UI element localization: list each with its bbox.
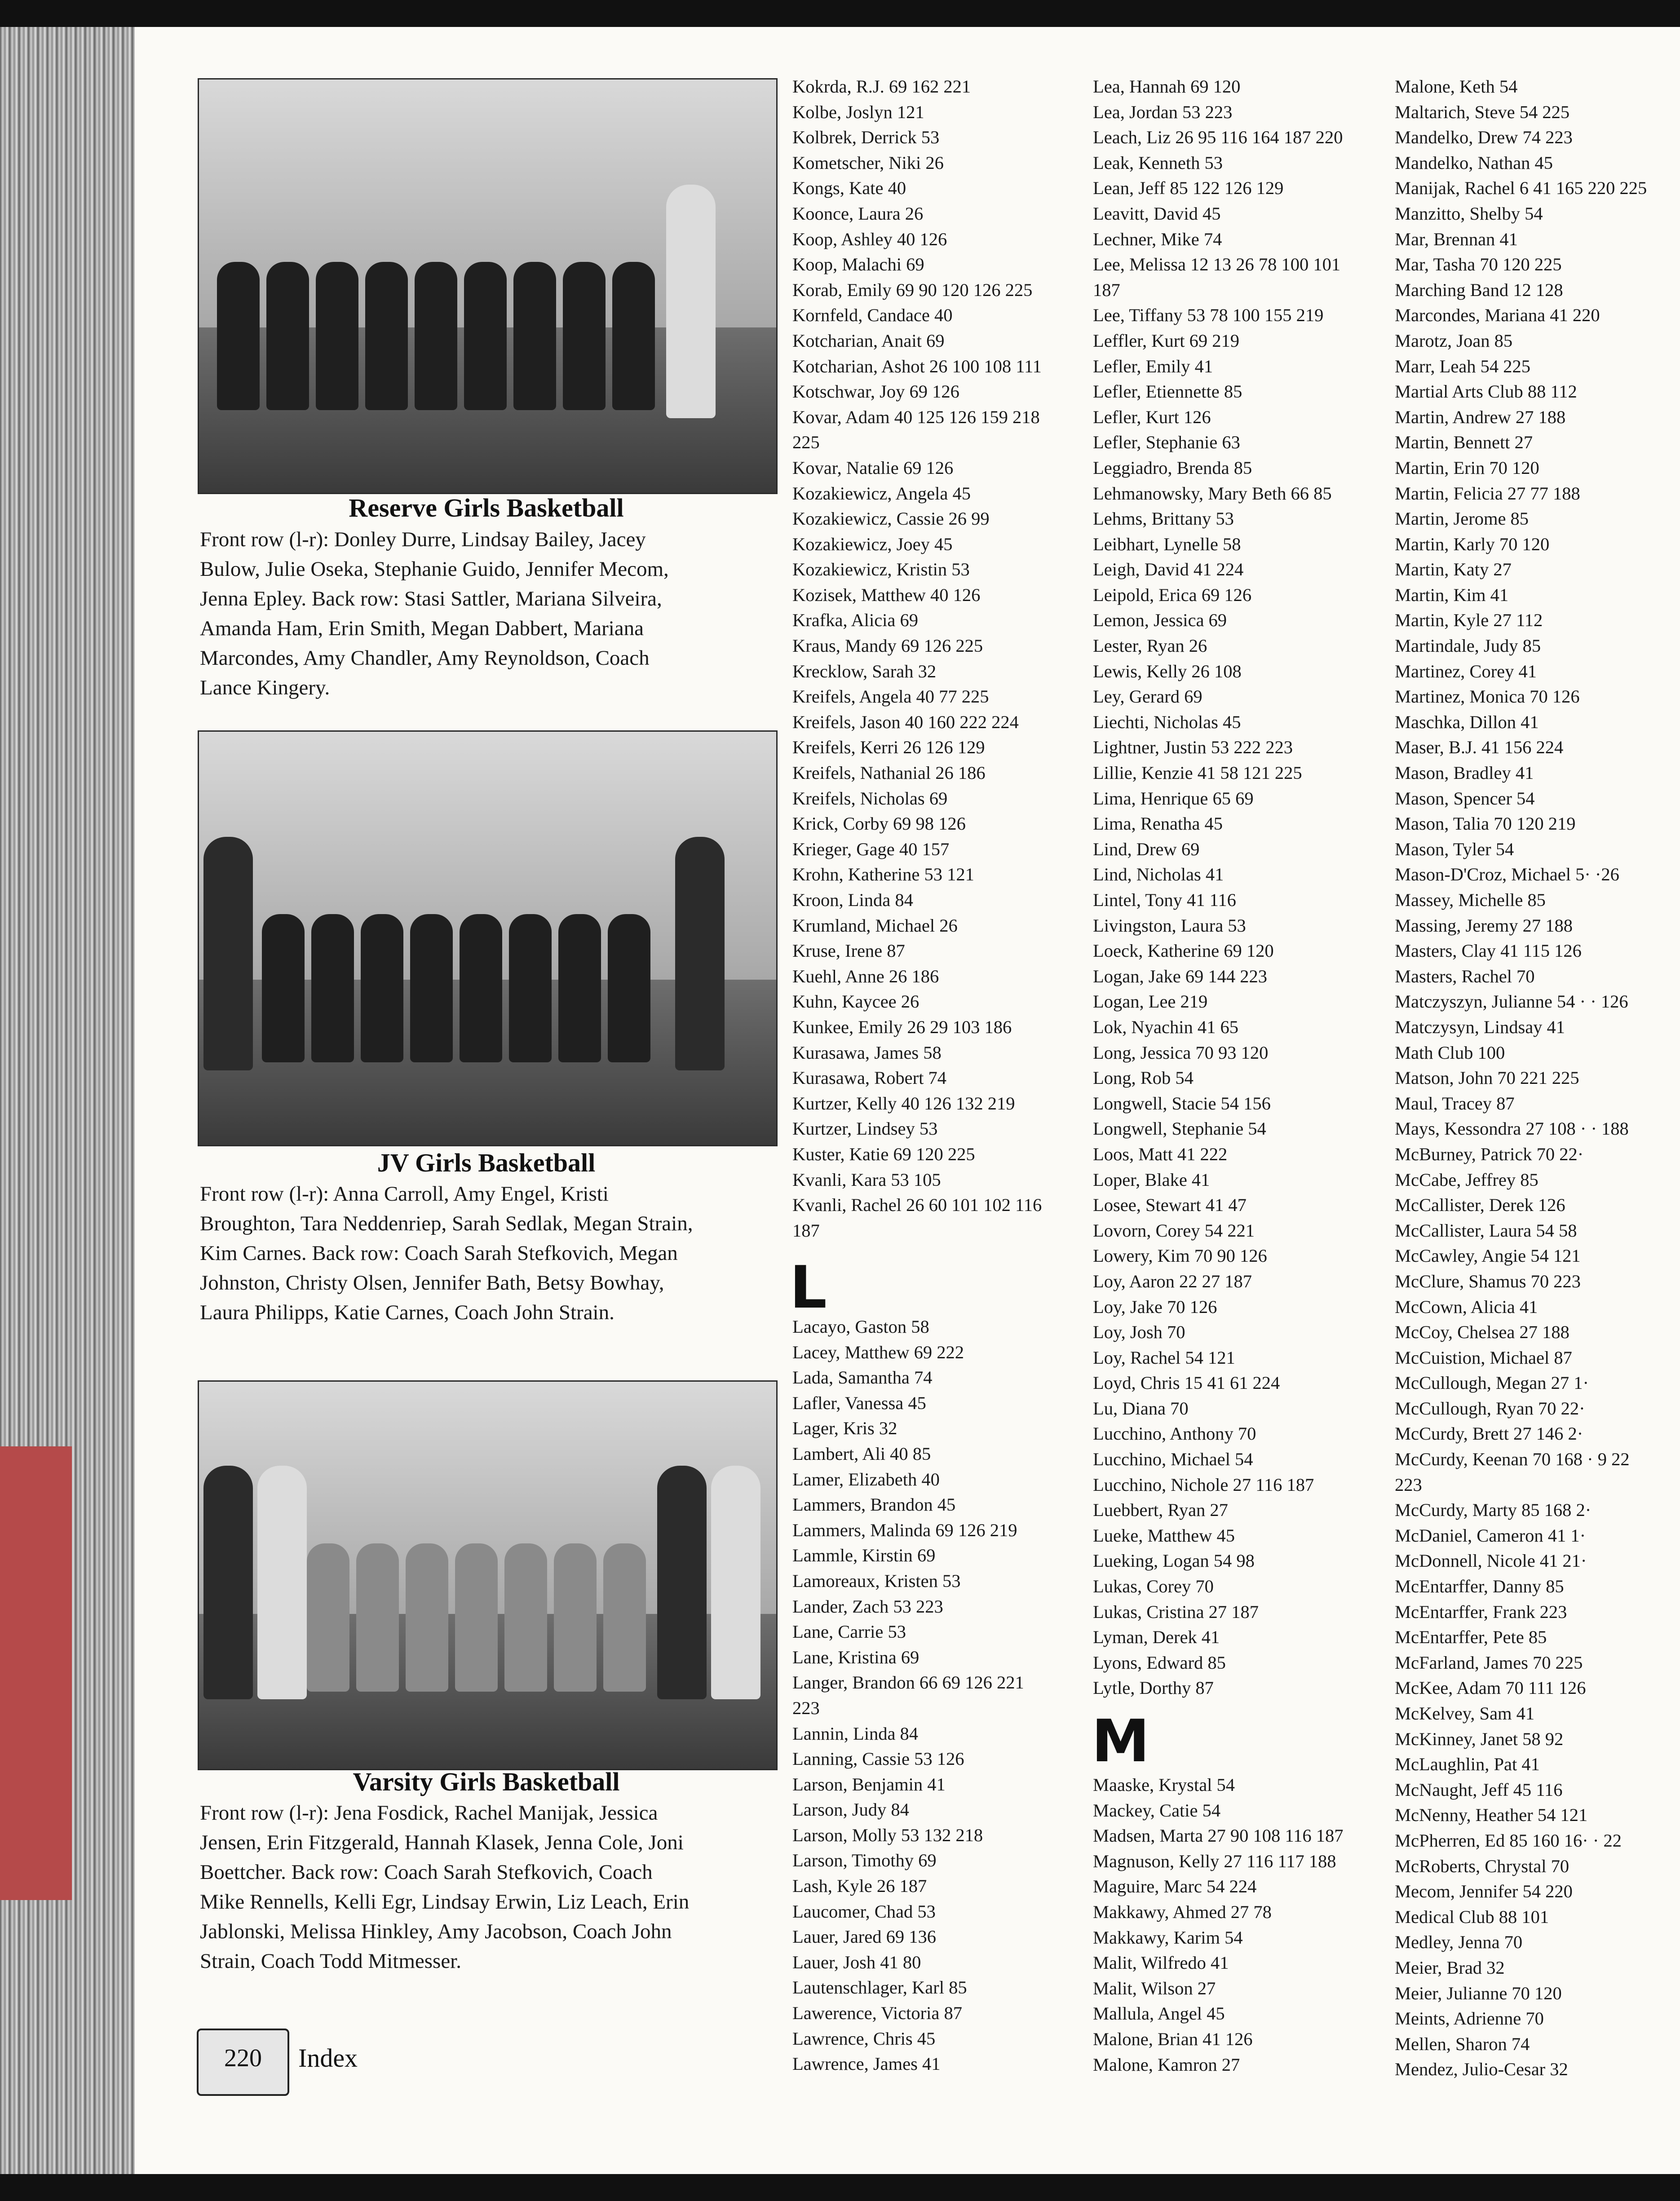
index-entry: Maltarich, Steve 54 225 (1395, 102, 1570, 122)
index-entry: Kozakiewicz, Joey 45 (792, 534, 953, 554)
index-entry: Mason, Spencer 54 (1395, 788, 1535, 809)
index-entry: Lima, Henrique 65 69 (1093, 788, 1254, 809)
index-entry: Lester, Ryan 26 (1093, 636, 1207, 656)
index-entry: Lefler, Kurt 126 (1093, 407, 1211, 427)
varsity-team-photo (198, 1380, 778, 1770)
index-entry: Kroon, Linda 84 (792, 890, 913, 910)
index-entry: Martinez, Monica 70 126 (1395, 686, 1580, 707)
index-entry: McCallister, Derek 126 (1395, 1195, 1565, 1215)
index-entry: Makkawy, Karim 54 (1093, 1927, 1243, 1948)
index-entry: Langer, Brandon 66 69 126 221 (792, 1672, 1024, 1693)
index-entry: Lintel, Tony 41 116 (1093, 890, 1236, 910)
index-entry: Martin, Erin 70 120 (1395, 457, 1539, 478)
index-entry: Maschka, Dillon 41 (1395, 712, 1539, 732)
index-entry: Krumland, Michael 26 (792, 915, 958, 936)
index-entry: McDonnell, Nicole 41 21· (1395, 1551, 1587, 1571)
index-entry: Lacayo, Gaston 58 (792, 1317, 929, 1337)
index-entry: Lytle, Dorthy 87 (1093, 1678, 1214, 1698)
index-entry: Krieger, Gage 40 157 (792, 839, 950, 859)
index-entry: Lok, Nyachin 41 65 (1093, 1017, 1238, 1037)
index-entry: McBurney, Patrick 70 22· (1395, 1144, 1584, 1164)
index-entry: 187 (1093, 279, 1120, 300)
index-entry: Mason-D'Croz, Michael 5· ·26 (1395, 864, 1619, 885)
index-entry: Kotcharian, Anait 69 (792, 330, 945, 351)
index-entry: McCallister, Laura 54 58 (1395, 1220, 1577, 1241)
index-entry: Lanning, Cassie 53 126 (792, 1749, 964, 1769)
jv-caption-body: Front row (l-r): Anna Carroll, Amy Engel, Kristi Broughton, Tara Neddenriep, Sarah Sedlak, Megan Strain, Kim Carnes. Back row: Coach Sarah Stefkovich, Megan Johnston, Christy Olsen, Jennifer Bath, Betsy Bowhay, Laura Philipps, Katie Carnes, Coach John Strain. (200, 1182, 693, 1324)
book-icon (197, 2029, 289, 2096)
section-label: Index (298, 2043, 358, 2073)
index-entry: Larson, Benjamin 41 (792, 1774, 946, 1794)
index-entry: Kolbrek, Derrick 53 (792, 127, 940, 148)
index-entry: Leffler, Kurt 69 219 (1093, 330, 1240, 351)
index-entry: Kreifels, Kerri 26 126 129 (792, 737, 985, 758)
index-entry: McCown, Alicia 41 (1395, 1296, 1538, 1317)
index-entry: Lea, Jordan 53 223 (1093, 102, 1233, 122)
index-entry: Kuehl, Anne 26 186 (792, 966, 939, 986)
index-entry: Lukas, Corey 70 (1093, 1576, 1214, 1597)
index-entry: McCurdy, Marty 85 168 2· (1395, 1500, 1592, 1520)
index-entry: Martin, Kyle 27 112 (1395, 610, 1543, 631)
index-entry: McKee, Adam 70 111 126 (1395, 1678, 1586, 1698)
index-entry: Kurasawa, Robert 74 (792, 1068, 947, 1088)
index-entry: Lane, Kristina 69 (792, 1647, 920, 1667)
index-entry: Koop, Ashley 40 126 (792, 229, 947, 249)
index-entry: Maaske, Krystal 54 (1093, 1775, 1235, 1795)
index-entry: Massey, Michelle 85 (1395, 890, 1546, 910)
index-entry: Lyman, Derek 41 (1093, 1627, 1220, 1648)
index-entry: Livingston, Laura 53 (1093, 915, 1246, 936)
index-entry: Maser, B.J. 41 156 224 (1395, 737, 1564, 758)
index-entry: Marching Band 12 128 (1395, 279, 1563, 300)
index-entry: Loeck, Katherine 69 120 (1093, 941, 1274, 961)
index-entry: Mar, Tasha 70 120 225 (1395, 254, 1562, 275)
index-entry: Kuster, Katie 69 120 225 (792, 1144, 975, 1164)
index-entry: Leach, Liz 26 95 116 164 187 220 (1093, 127, 1343, 148)
index-entry: Lacey, Matthew 69 222 (792, 1342, 964, 1362)
index-entry: Kreifels, Jason 40 160 222 224 (792, 712, 1019, 732)
index-entry: Loy, Rachel 54 121 (1093, 1347, 1235, 1368)
index-entry: McPherren, Ed 85 160 16· · 22 (1395, 1830, 1622, 1851)
reserve-team-photo (198, 78, 778, 494)
index-entry: Luebbert, Ryan 27 (1093, 1500, 1228, 1520)
index-entry: Martin, Jerome 85 (1395, 508, 1529, 529)
index-entry: Loy, Aaron 22 27 187 (1093, 1271, 1252, 1291)
index-entry: Mellen, Sharon 74 (1395, 2033, 1530, 2054)
index-entry: Martin, Karly 70 120 (1395, 534, 1550, 554)
reserve-caption-body: Front row (l-r): Donley Durre, Lindsay Bailey, Jacey Bulow, Julie Oseka, Stephanie Guido, Jennifer Mecom, Jenna Epley. Back row: Stasi Sattler, Mariana Silveira, Amanda Ham, Erin Smith, Megan Dabbert, Mariana Marcondes, Amy Chandler, Amy Reynoldson, Coach Lance Kingery. (200, 528, 669, 699)
index-entry: Kreifels, Nathanial 26 186 (792, 763, 986, 783)
index-entry: Masters, Clay 41 115 126 (1395, 941, 1582, 961)
index-entry: Larson, Timothy 69 (792, 1850, 937, 1871)
index-entry: Logan, Jake 69 144 223 (1093, 966, 1268, 986)
index-entry: Mays, Kessondra 27 108 · · 188 (1395, 1118, 1629, 1139)
index-entry: Kvanli, Kara 53 105 (792, 1169, 941, 1190)
index-entry: Marotz, Joan 85 (1395, 330, 1513, 351)
index-entry: Logan, Lee 219 (1093, 991, 1208, 1012)
index-entry: Korab, Emily 69 90 120 126 225 (792, 279, 1033, 300)
page-number: 220 (224, 2044, 262, 2072)
index-entry: Koop, Malachi 69 (792, 254, 924, 275)
index-column-1-l (792, 1314, 1024, 2077)
index-entry: Kotschwar, Joy 69 126 (792, 381, 959, 402)
index-entry: Massing, Jeremy 27 188 (1395, 915, 1573, 936)
index-entry: Martin, Felicia 27 77 188 (1395, 483, 1580, 504)
index-entry: Malone, Keth 54 (1395, 76, 1518, 97)
index-entry: Loper, Blake 41 (1093, 1169, 1210, 1190)
index-entry: Marr, Leah 54 225 (1395, 356, 1531, 376)
index-entry: Magnuson, Kelly 27 116 117 188 (1093, 1851, 1336, 1871)
red-bookmark-band (0, 1446, 72, 1900)
index-entry: McKinney, Janet 58 92 (1395, 1728, 1564, 1749)
index-entry: Marcondes, Mariana 41 220 (1395, 305, 1600, 326)
index-entry: Lawrence, Chris 45 (792, 2028, 936, 2049)
section-letter-m: M (1092, 1707, 1150, 1775)
index-entry: Martindale, Judy 85 (1395, 636, 1541, 656)
index-entry: Madsen, Marta 27 90 108 116 187 (1093, 1825, 1344, 1846)
index-entry: Liechti, Nicholas 45 (1093, 712, 1241, 732)
index-entry: Kotcharian, Ashot 26 100 108 111 (792, 356, 1042, 376)
index-entry: Lammle, Kirstin 69 (792, 1545, 936, 1566)
index-entry: Lee, Melissa 12 13 26 78 100 101 (1093, 254, 1341, 275)
index-entry: Martial Arts Club 88 112 (1395, 381, 1577, 402)
index-entry: Lowery, Kim 70 90 126 (1093, 1246, 1267, 1266)
index-entry: Lefler, Stephanie 63 (1093, 432, 1240, 453)
index-entry: Meier, Julianne 70 120 (1395, 1983, 1562, 2003)
index-entry: Lea, Hannah 69 120 (1093, 76, 1241, 97)
index-entry: Kurasawa, James 58 (792, 1042, 942, 1063)
index-entry: Lammers, Malinda 69 126 219 (792, 1520, 1017, 1540)
index-entry: Mallula, Angel 45 (1093, 2003, 1225, 2024)
index-entry: Loyd, Chris 15 41 61 224 (1093, 1373, 1280, 1393)
index-entry: Kozakiewicz, Kristin 53 (792, 559, 970, 580)
index-entry: Lillie, Kenzie 41 58 121 225 (1093, 763, 1302, 783)
index-entry: McCurdy, Brett 27 146 2· (1395, 1423, 1583, 1444)
index-entry: McRoberts, Chrystal 70 (1395, 1856, 1569, 1876)
index-entry: McNaught, Jeff 45 116 (1395, 1779, 1563, 1800)
index-entry: Manzitto, Shelby 54 (1395, 203, 1543, 224)
index-entry: Lovorn, Corey 54 221 (1093, 1220, 1255, 1241)
index-entry: 223 (1395, 1474, 1422, 1495)
index-entry: Lucchino, Anthony 70 (1093, 1423, 1256, 1444)
index-entry: Lefler, Etiennette 85 (1093, 381, 1242, 402)
index-entry: Kovar, Adam 40 125 126 159 218 (792, 407, 1040, 427)
index-entry: McEntarffer, Danny 85 (1395, 1576, 1564, 1597)
index-entry: Kozisek, Matthew 40 126 (792, 584, 981, 605)
jv-caption-title: JV Girls Basketball (377, 1148, 596, 1177)
index-entry: Loy, Josh 70 (1093, 1322, 1185, 1343)
index-entry: Medley, Jenna 70 (1395, 1932, 1523, 1953)
index-entry: Martin, Bennett 27 (1395, 432, 1533, 453)
index-entry: Kvanli, Rachel 26 60 101 102 116 (792, 1195, 1042, 1215)
index-entry: Kovar, Natalie 69 126 (792, 457, 954, 478)
index-entry: McEntarffer, Pete 85 (1395, 1627, 1547, 1648)
index-entry: McCuistion, Michael 87 (1395, 1347, 1572, 1368)
index-entry: Kuhn, Kaycee 26 (792, 991, 920, 1012)
index-entry: Lager, Kris 32 (792, 1418, 897, 1439)
index-entry: Larson, Molly 53 132 218 (792, 1825, 983, 1845)
index-entry: Meier, Brad 32 (1395, 1957, 1505, 1978)
index-entry: Meints, Adrienne 70 (1395, 2008, 1544, 2029)
index-entry: Lucchino, Nichole 27 116 187 (1093, 1474, 1314, 1495)
index-entry: Leak, Kenneth 53 (1093, 152, 1223, 173)
varsity-caption-title: Varsity Girls Basketball (353, 1767, 620, 1796)
index-entry: Loy, Jake 70 126 (1093, 1296, 1217, 1317)
index-entry: Mason, Talia 70 120 219 (1395, 813, 1576, 834)
index-entry: Ley, Gerard 69 (1093, 686, 1203, 707)
index-entry: McCullough, Megan 27 1· (1395, 1373, 1589, 1393)
index-entry: Lawrence, James 41 (792, 2054, 941, 2074)
index-entry: Martin, Andrew 27 188 (1395, 407, 1566, 427)
index-entry: Lean, Jeff 85 122 126 129 (1093, 178, 1284, 199)
index-entry: Lane, Carrie 53 (792, 1622, 906, 1642)
index-entry: Krecklow, Sarah 32 (792, 661, 937, 681)
index-entry: Mackey, Catie 54 (1093, 1800, 1221, 1821)
index-entry: 187 (792, 1220, 820, 1241)
index-entry: Martin, Kim 41 (1395, 584, 1509, 605)
index-entry: Mandelko, Nathan 45 (1395, 152, 1553, 173)
index-entry: Long, Rob 54 (1093, 1068, 1194, 1088)
index-column-3-m (1395, 74, 1647, 2082)
index-entry: Matson, John 70 221 225 (1395, 1068, 1579, 1088)
index-entry: Lefler, Emily 41 (1093, 356, 1213, 376)
index-entry: Larson, Judy 84 (792, 1799, 909, 1820)
index-entry: Leibhart, Lynelle 58 (1093, 534, 1241, 554)
index-entry: Lechner, Mike 74 (1093, 229, 1222, 249)
index-entry: Lada, Samantha 74 (792, 1367, 933, 1388)
index-column-2-l (1093, 74, 1343, 1701)
index-entry: McCullough, Ryan 70 22· (1395, 1398, 1585, 1419)
index-entry: Kreifels, Angela 40 77 225 (792, 686, 989, 707)
index-entry: Medical Club 88 101 (1395, 1906, 1549, 1927)
index-entry: Lemon, Jessica 69 (1093, 610, 1227, 631)
index-entry: Mandelko, Drew 74 223 (1395, 127, 1573, 148)
index-entry: Lambert, Ali 40 85 (792, 1443, 931, 1464)
index-entry: Lamoreaux, Kristen 53 (792, 1570, 961, 1591)
index-entry: McKelvey, Sam 41 (1395, 1703, 1535, 1724)
index-entry: Malit, Wilfredo 41 (1093, 1953, 1229, 1973)
index-entry: 223 (792, 1697, 820, 1718)
index-entry: McNenny, Heather 54 121 (1395, 1805, 1588, 1825)
index-entry: Koonce, Laura 26 (792, 203, 924, 224)
index-entry: Lind, Drew 69 (1093, 839, 1200, 859)
index-entry: McCabe, Jeffrey 85 (1395, 1169, 1539, 1190)
index-entry: Lautenschlager, Karl 85 (792, 1977, 967, 1998)
index-entry: Mason, Bradley 41 (1395, 763, 1534, 783)
index-entry: Lind, Nicholas 41 (1093, 864, 1224, 885)
index-entry: Long, Jessica 70 93 120 (1093, 1042, 1269, 1063)
index-entry: Lamer, Elizabeth 40 (792, 1469, 940, 1489)
index-entry: Malone, Kamron 27 (1093, 2054, 1240, 2075)
index-entry: Krafka, Alicia 69 (792, 610, 919, 631)
index-entry: 225 (792, 432, 820, 453)
index-entry: Lash, Kyle 26 187 (792, 1876, 927, 1896)
index-entry: Makkawy, Ahmed 27 78 (1093, 1901, 1272, 1922)
index-entry: Kolbe, Joslyn 121 (792, 102, 924, 122)
index-entry: Lucchino, Michael 54 (1093, 1449, 1253, 1470)
index-entry: Lawerence, Victoria 87 (792, 2003, 963, 2024)
index-entry: Lauer, Josh 41 80 (792, 1952, 921, 1972)
varsity-caption-body: Front row (l-r): Jena Fosdick, Rachel Manijak, Jessica Jensen, Erin Fitzgerald, Hannah Klasek, Jenna Cole, Joni Boettcher. Back row: Coach Sarah Stefkovich, Coach Mike Rennells, Kelli Egr, Lindsay Erwin, Liz Leach, Erin Jablonski, Melissa Hinkley, Amy Jacobson, Coach John Strain, Coach Todd Mitmesser. (200, 1801, 690, 1973)
index-entry: Longwell, Stacie 54 156 (1093, 1093, 1271, 1114)
index-entry: Leipold, Erica 69 126 (1093, 584, 1252, 605)
index-entry: McCawley, Angie 54 121 (1395, 1246, 1581, 1266)
index-entry: Lueke, Matthew 45 (1093, 1525, 1235, 1546)
index-entry: Matczysyn, Lindsay 41 (1395, 1017, 1565, 1037)
index-entry: Kunkee, Emily 26 29 103 186 (792, 1017, 1012, 1037)
index-entry: Masters, Rachel 70 (1395, 966, 1535, 986)
index-entry: Kornfeld, Candace 40 (792, 305, 953, 326)
index-entry: Krick, Corby 69 98 126 (792, 813, 966, 834)
index-entry: Kozakiewicz, Cassie 26 99 (792, 508, 990, 529)
index-entry: Kreifels, Nicholas 69 (792, 788, 948, 809)
index-entry: Lammers, Brandon 45 (792, 1494, 956, 1515)
index-entry: Mendez, Julio-Cesar 32 (1395, 2059, 1568, 2080)
index-entry: Lander, Zach 53 223 (792, 1596, 943, 1617)
index-entry: McCurdy, Keenan 70 168 · 9 22 (1395, 1449, 1630, 1470)
index-entry: Kokrda, R.J. 69 162 221 (792, 76, 971, 97)
section-letter-l: L (790, 1253, 827, 1321)
index-entry: Losee, Stewart 41 47 (1093, 1195, 1247, 1215)
index-entry: Kozakiewicz, Angela 45 (792, 483, 971, 504)
index-entry: Kongs, Kate 40 (792, 178, 906, 199)
index-entry: Lu, Diana 70 (1093, 1398, 1189, 1419)
index-entry: Laucomer, Chad 53 (792, 1901, 936, 1922)
index-entry: McCoy, Chelsea 27 188 (1395, 1322, 1569, 1343)
index-entry: Krohn, Katherine 53 121 (792, 864, 974, 885)
index-entry: Math Club 100 (1395, 1042, 1505, 1063)
index-entry: Kometscher, Niki 26 (792, 152, 944, 173)
index-entry: Lehmanowsky, Mary Beth 66 85 (1093, 483, 1332, 504)
index-entry: Lima, Renatha 45 (1093, 813, 1223, 834)
index-entry: Lannin, Linda 84 (792, 1723, 919, 1744)
index-entry: McDaniel, Cameron 41 1· (1395, 1525, 1586, 1546)
index-entry: Lyons, Edward 85 (1093, 1652, 1226, 1673)
index-entry: Lauer, Jared 69 136 (792, 1927, 937, 1947)
index-entry: McClure, Shamus 70 223 (1395, 1271, 1581, 1291)
index-entry: Maguire, Marc 54 224 (1093, 1876, 1257, 1897)
index-column-2-m (1093, 1772, 1344, 2077)
jv-team-photo (198, 730, 778, 1146)
index-entry: Leavitt, David 45 (1093, 203, 1221, 224)
index-entry: Longwell, Stephanie 54 (1093, 1118, 1266, 1139)
index-entry: Lewis, Kelly 26 108 (1093, 661, 1242, 681)
reserve-caption-title: Reserve Girls Basketball (349, 493, 624, 522)
index-entry: Manijak, Rachel 6 41 165 220 225 (1395, 178, 1647, 199)
index-entry: Malone, Brian 41 126 (1093, 2029, 1253, 2049)
index-entry: Kruse, Irene 87 (792, 941, 905, 961)
index-column-1-k (792, 74, 1042, 1243)
index-entry: McEntarffer, Frank 223 (1395, 1601, 1567, 1622)
index-entry: Leigh, David 41 224 (1093, 559, 1244, 580)
index-entry: Lee, Tiffany 53 78 100 155 219 (1093, 305, 1324, 326)
index-entry: McFarland, James 70 225 (1395, 1652, 1583, 1673)
index-entry: Martinez, Corey 41 (1395, 661, 1537, 681)
index-entry: Mar, Brennan 41 (1395, 229, 1518, 249)
index-entry: Mason, Tyler 54 (1395, 839, 1514, 859)
index-entry: Kurtzer, Kelly 40 126 132 219 (792, 1093, 1015, 1114)
index-entry: Lehms, Brittany 53 (1093, 508, 1234, 529)
index-entry: Malit, Wilson 27 (1093, 1978, 1216, 1998)
index-entry: Lueking, Logan 54 98 (1093, 1551, 1255, 1571)
index-entry: Loos, Matt 41 222 (1093, 1144, 1228, 1164)
index-entry: Lafler, Vanessa 45 (792, 1392, 926, 1413)
index-entry: McLaughlin, Pat 41 (1395, 1754, 1540, 1775)
index-entry: Maul, Tracey 87 (1395, 1093, 1515, 1114)
index-entry: Kraus, Mandy 69 126 225 (792, 636, 983, 656)
index-entry: Martin, Katy 27 (1395, 559, 1512, 580)
index-entry: Mecom, Jennifer 54 220 (1395, 1881, 1573, 1902)
index-entry: Leggiadro, Brenda 85 (1093, 457, 1252, 478)
index-entry: Matczyszyn, Julianne 54 · · 126 (1395, 991, 1628, 1012)
index-entry: Lukas, Cristina 27 187 (1093, 1601, 1259, 1622)
index-entry: Lightner, Justin 53 222 223 (1093, 737, 1293, 758)
index-entry: Kurtzer, Lindsey 53 (792, 1118, 938, 1139)
